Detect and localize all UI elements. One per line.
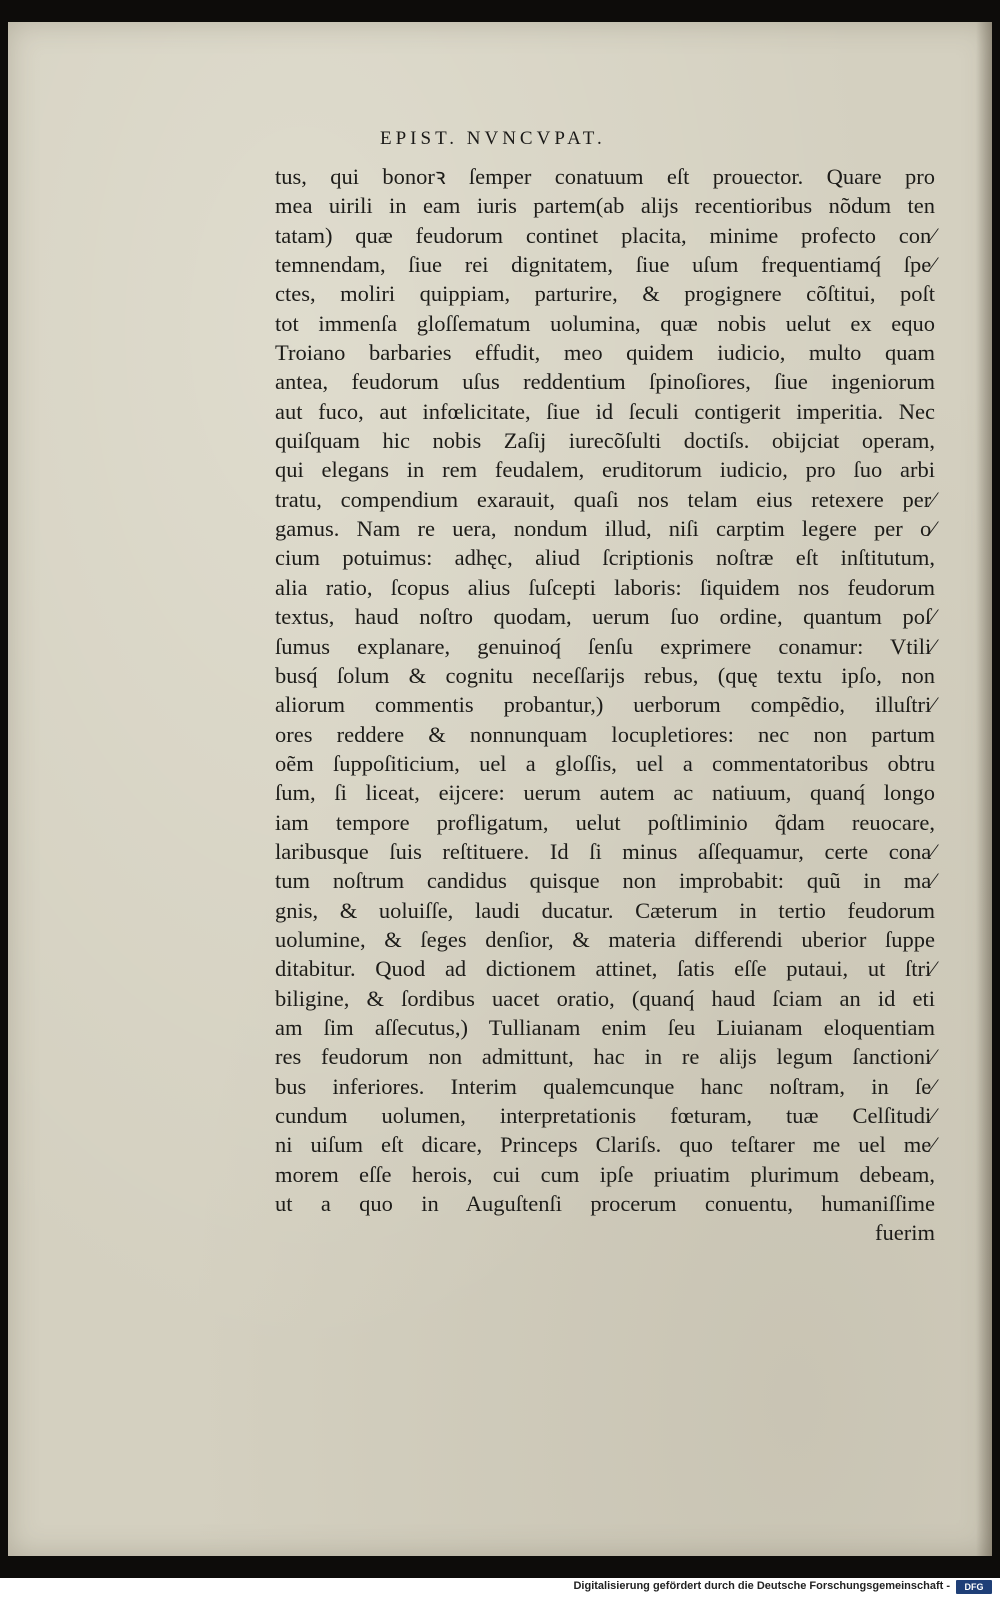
text-line: tratu, compendium exarauit, quaſi nos telam eius retexere per⁄ (275, 486, 935, 512)
text-line: gamus. Nam re uera, nondum illud, niſi carptim legere per o⁄ (275, 516, 935, 542)
text-line: biligine, & ſordibus uacet oratio, (quanq́ haud ſciam an id eti (275, 985, 935, 1011)
text-line: cium potuimus: adhęc, aliud ſcriptionis noſtræ eſt inſtitutum, (275, 545, 935, 571)
text-line: res feudorum non admittunt, hac in re alijs legum ſanctioni⁄ (275, 1044, 935, 1070)
text-line: temnendam, ſiue rei dignitatem, ſiue uſum frequentiamq́ ſpe⁄ (275, 252, 935, 278)
text-line: bus inferiores. Interim qualemcunque hanc noſtram, in ſe⁄ (275, 1073, 935, 1099)
running-head: EPIST. NVNCVPAT. (380, 128, 606, 149)
text-line: ſumus explanare, genuinoq́ ſenſu exprimere conamur: Vtili⁄ (275, 633, 935, 659)
text-line: busq́ ſolum & cognitu neceſſarijs rebus, (quę textu ipſo, non (275, 662, 935, 688)
text-line: oẽm ſuppoſiticium, uel a gloſſis, uel a commentatoribus obtru (275, 750, 935, 776)
footer-credit: Digitalisierung gefördert durch die Deutsche Forschungsgemeinschaft - (573, 1580, 950, 1592)
text-line: qui elegans in rem feudalem, eruditorum iudicio, pro ſuo arbi (275, 457, 935, 483)
dfg-logo: DFG (956, 1580, 992, 1594)
text-line: ctes, moliri quippiam, parturire, & progignere cõſtitui, poſt (275, 281, 935, 307)
text-line: tus, qui bonorꝛ ſemper conatuum eſt prouector. Quare pro (275, 164, 935, 189)
text-line: ni uiſum eſt dicare, Princeps Clariſs. quo teſtarer me uel me⁄ (275, 1132, 935, 1158)
text-line: iam tempore profligatum, uelut poſtliminio q̃dam reuocare, (275, 809, 935, 835)
text-line: ſum, ſi liceat, eijcere: uerum autem ac natiuum, quanq́ longo (275, 780, 935, 806)
text-line: textus, haud noſtro quodam, uerum ſuo ordine, quantum poſ⁄ (275, 604, 935, 630)
text-line: mea uirili in eam iuris partem(ab alijs recentioribus nõdum ten (275, 193, 935, 219)
text-line: ut a quo in Auguſtenſi procerum conuentu, humaniſſime (275, 1191, 935, 1217)
text-line: ditabitur. Quod ad dictionem attinet, ſatis eſſe putaui, ut ſtri⁄ (275, 956, 935, 982)
text-line: aut fuco, aut infœlicitate, ſiue id ſeculi contigerit imperitia. Nec (275, 398, 935, 424)
body-text (275, 162, 935, 1248)
text-line: tatam) quæ feudorum continet placita, minime profecto con⁄ (275, 222, 935, 248)
footer-bar (0, 1578, 1000, 1597)
page-edge-shadow (976, 22, 992, 1556)
text-line: alia ratio, ſcopus alius ſuſcepti laboris: ſiquidem nos feudorum (275, 574, 935, 600)
text-line: fuerim (875, 1220, 935, 1246)
text-line: Troiano barbaries effudit, meo quidem iudicio, multo quam (275, 340, 935, 366)
text-line: gnis, & uoluiſſe, laudi ducatur. Cæterum in tertio feudorum (275, 897, 935, 923)
text-line: ores reddere & nonnunquam locupletiores: nec non partum (275, 721, 935, 747)
text-line: am ſim aſſecutus,) Tullianam enim ſeu Liuianam eloquentiam (275, 1014, 935, 1040)
text-line: laribusque ſuis reſtituere. Id ſi minus aſſequamur, certe cona⁄ (275, 838, 935, 864)
text-line: aliorum commentis probantur,) uerborum compẽdio, illuſtri⁄ (275, 692, 935, 718)
text-line: antea, feudorum uſus reddentium ſpinoſiores, ſiue ingeniorum (275, 369, 935, 395)
text-line: cundum uolumen, interpretationis fœturam, tuæ Celſitudi⁄ (275, 1103, 935, 1128)
text-line: morem eſſe herois, cui cum ipſe priuatim plurimum debeam, (275, 1161, 935, 1187)
text-line: uolumine, & ſeges denſior, & materia differendi uberior ſuppe (275, 926, 935, 952)
text-line: tot immenſa gloſſematum uolumina, quæ nobis uelut ex equo (275, 310, 935, 336)
text-line: quiſquam hic nobis Zaſij iurecõſulti doctiſs. obijciat operam, (275, 428, 935, 454)
text-line: tum noſtrum candidus quisque non improbabit: quũ in ma⁄ (275, 868, 935, 894)
